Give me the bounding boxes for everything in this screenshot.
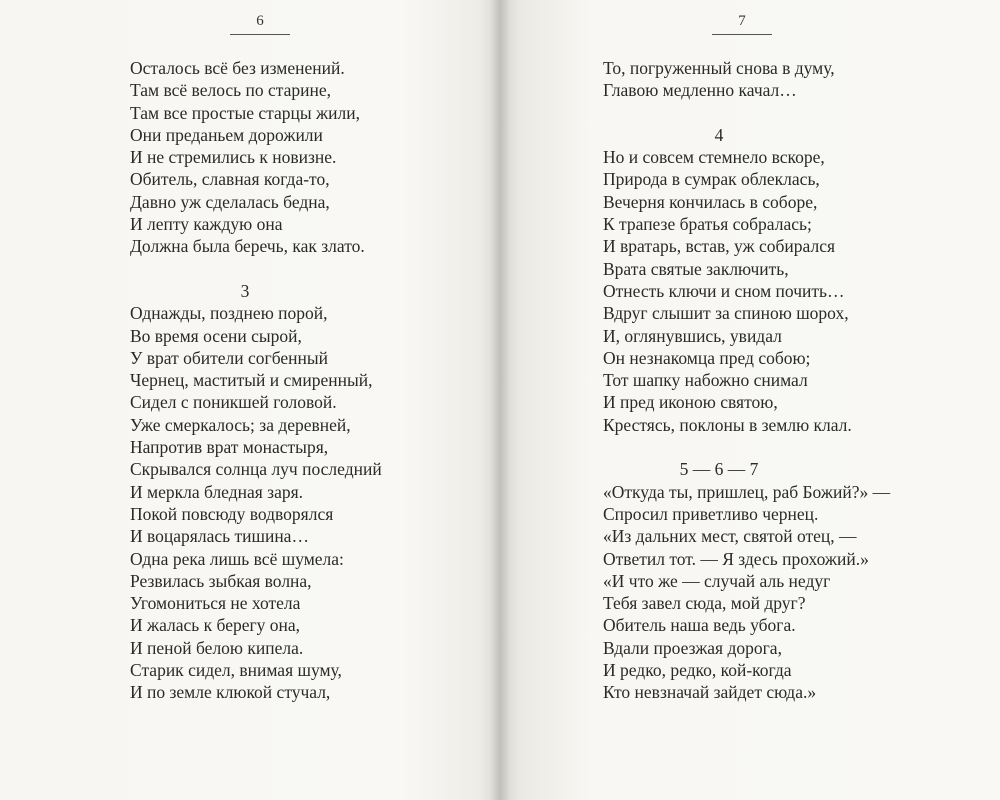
- left-page-text: [130, 57, 382, 704]
- verse-line: Угомониться не хотела: [130, 593, 301, 614]
- verse-line: Врата святые заключить,: [603, 258, 789, 279]
- verse-line: Вечерня кончилась в соборе,: [603, 191, 818, 212]
- verse-line: Тебя завел сюда, мой друг?: [603, 593, 806, 614]
- stanza-gap: [603, 436, 890, 458]
- verse-line: «Откуда ты, пришлец, раб Божий?» —: [603, 481, 891, 502]
- verse-line: Там все простые старцы жили,: [130, 102, 360, 123]
- verse-line: И меркла бледная заря.: [130, 481, 304, 502]
- verse-line: Там всё велось по старине,: [130, 80, 332, 101]
- verse-line: Природа в сумрак облеклась,: [603, 169, 820, 190]
- stanza-number: 3: [240, 280, 250, 301]
- verse-line: И жалась к берегу она,: [130, 615, 301, 636]
- verse-line: Вдруг слышит за спиною шорох,: [603, 303, 849, 324]
- verse-line: То, погруженный снова в думу,: [603, 58, 835, 78]
- verse-line: Ответил тот. — Я здесь прохожий.»: [603, 548, 869, 569]
- verse-line: Во время осени сырой,: [130, 325, 302, 346]
- verse-line: Они преданьем дорожили: [130, 124, 323, 145]
- verse-line: И, оглянувшись, увидал: [603, 325, 782, 346]
- right-page: [500, 0, 1000, 800]
- verse-line: Чернец, маститый и смиренный,: [130, 370, 373, 391]
- verse-line: Главою медленно качал…: [603, 80, 797, 101]
- verse-line: Должна была беречь, как злато.: [130, 236, 365, 257]
- verse-line: Осталось всё без изменений.: [130, 58, 345, 78]
- stanza-gap: [603, 102, 890, 124]
- verse-line: И пеной белою кипела.: [130, 637, 304, 658]
- verse-line: Однажды, позднею порой,: [130, 303, 328, 324]
- verse-line: Кто невзначай зайдет сюда.»: [603, 682, 817, 703]
- verse-line: И лепту каждую она: [130, 214, 283, 235]
- verse-line: Уже смеркалось; за деревней,: [130, 414, 351, 435]
- verse-line: И вратарь, встав, уж собирался: [603, 236, 836, 257]
- verse-line: Крестясь, поклоны в землю клал.: [603, 414, 852, 435]
- stanza-number: 4: [714, 124, 724, 145]
- verse-line: И пред иконою святою,: [603, 392, 778, 413]
- verse-line: Резвилась зыбкая волна,: [130, 570, 312, 591]
- verse-line: У врат обители согбенный: [130, 347, 329, 368]
- page-number-left: 6: [230, 12, 290, 35]
- verse-line: Скрывался солнца луч последний: [130, 459, 382, 480]
- verse-line: Старик сидел, внимая шуму,: [130, 660, 342, 681]
- verse-line: Давно уж сделалась бедна,: [130, 191, 330, 212]
- page-number-right: 7: [712, 12, 772, 35]
- verse-line: Сидел с поникшей головой.: [130, 392, 337, 413]
- verse-line: К трапезе братья собралась;: [603, 214, 812, 235]
- verse-line: Спросил приветливо чернец.: [603, 503, 819, 524]
- verse-line: Но и совсем стемнело вскоре,: [603, 147, 825, 168]
- verse-line: Он незнакомца пред собою;: [603, 347, 811, 368]
- verse-line: «Из дальних мест, святой отец, —: [603, 526, 857, 547]
- right-page-text: [603, 57, 890, 704]
- verse-line: Отнесть ключи и сном почить…: [603, 280, 845, 301]
- verse-line: И по земле клюкой стучал,: [130, 682, 331, 703]
- verse-line: Тот шапку набожно снимал: [603, 370, 808, 391]
- stanza-number: 5 — 6 — 7: [679, 459, 759, 480]
- verse-line: И воцарялась тишина…: [130, 526, 309, 547]
- verse-line: Обитель наша ведь убога.: [603, 615, 796, 636]
- verse-line: Вдали проезжая дорога,: [603, 637, 782, 658]
- verse-line: Обитель, славная когда-то,: [130, 169, 330, 190]
- verse-line: И не стремились к новизне.: [130, 147, 337, 168]
- verse-line: Напротив врат монастыря,: [130, 437, 329, 458]
- verse-line: И редко, редко, кой-когда: [603, 660, 792, 681]
- stanza-gap: [130, 258, 382, 280]
- verse-line: «И что же — случай аль недуг: [603, 570, 831, 591]
- verse-line: Одна река лишь всё шумела:: [130, 548, 344, 569]
- verse-line: Покой повсюду водворялся: [130, 503, 334, 524]
